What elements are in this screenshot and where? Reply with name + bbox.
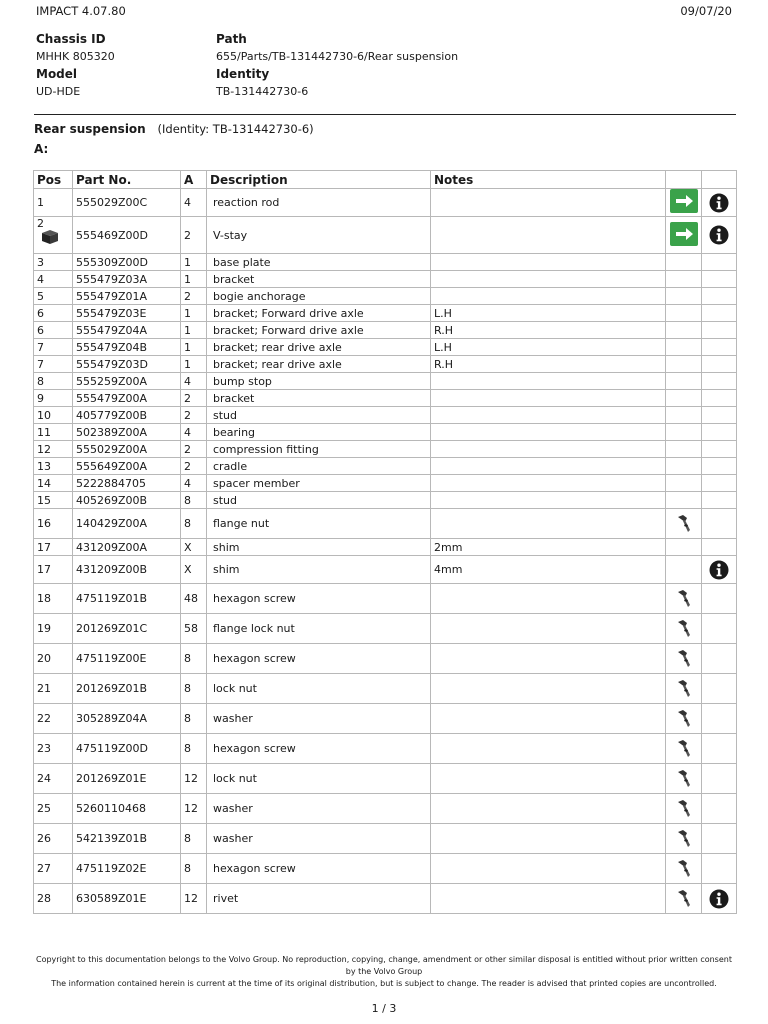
cell-part-no: 305289Z04A [73, 704, 181, 734]
cell-part-no: 201269Z01B [73, 674, 181, 704]
cell-action [666, 884, 702, 914]
cell-pos: 20 [34, 644, 73, 674]
cell-part-no: 555479Z04B [73, 339, 181, 356]
bolt-icon[interactable] [676, 769, 692, 789]
col-header-qty: A [181, 171, 207, 189]
table-row [34, 674, 737, 704]
cell-info [702, 189, 737, 217]
cell-action [666, 356, 702, 373]
cell-description: spacer member [207, 475, 431, 492]
cell-part-no: 555479Z03D [73, 356, 181, 373]
cell-description: bracket; rear drive axle [207, 356, 431, 373]
cell-notes [431, 390, 666, 407]
cell-action [666, 339, 702, 356]
cell-info [702, 704, 737, 734]
cell-part-no: 555029Z00C [73, 189, 181, 217]
cell-description: bracket; rear drive axle [207, 339, 431, 356]
cell-description: washer [207, 824, 431, 854]
cell-notes [431, 644, 666, 674]
cell-action [666, 492, 702, 509]
cell-info [702, 556, 737, 584]
cell-info [702, 539, 737, 556]
cell-notes [431, 492, 666, 509]
cell-description: bearing [207, 424, 431, 441]
header-divider [34, 114, 736, 115]
cell-info [702, 254, 737, 271]
cell-info [702, 373, 737, 390]
cell-qty: 1 [181, 271, 207, 288]
bolt-icon[interactable] [676, 619, 692, 639]
table-body [34, 189, 737, 914]
disclaimer-text: The information contained herein is current at the time of its original distribution, but is subject to change. The reader is advised that printed copies are uncontrolled. [51, 979, 717, 988]
section-title: Rear suspension [34, 122, 146, 136]
cell-action [666, 407, 702, 424]
cell-action [666, 854, 702, 884]
cell-pos: 3 [34, 254, 73, 271]
cell-qty: X [181, 539, 207, 556]
cell-part-no: 431209Z00A [73, 539, 181, 556]
cell-pos-text: 2 [37, 217, 44, 230]
cell-action [666, 254, 702, 271]
cell-notes [431, 509, 666, 539]
cell-info [702, 356, 737, 373]
bolt-icon[interactable] [676, 739, 692, 759]
cell-notes [431, 189, 666, 217]
package-icon [37, 230, 72, 244]
cell-qty: 2 [181, 407, 207, 424]
cell-description: shim [207, 556, 431, 584]
cell-part-no: 140429Z00A [73, 509, 181, 539]
cell-notes [431, 458, 666, 475]
cell-qty: 2 [181, 288, 207, 305]
bolt-icon[interactable] [676, 829, 692, 849]
cell-info [702, 475, 737, 492]
table-row [34, 734, 737, 764]
cell-description: cradle [207, 458, 431, 475]
copyright-footer [30, 954, 738, 990]
cell-action [666, 584, 702, 614]
cell-notes [431, 217, 666, 254]
cell-description: bogie anchorage [207, 288, 431, 305]
cell-info [702, 271, 737, 288]
table-row [34, 824, 737, 854]
cell-qty: 2 [181, 441, 207, 458]
cell-action [666, 441, 702, 458]
cell-qty: 8 [181, 734, 207, 764]
print-date: 09/07/20 [680, 4, 732, 18]
bolt-icon[interactable] [676, 589, 692, 609]
cell-info [702, 584, 737, 614]
goto-arrow-icon[interactable] [670, 236, 698, 249]
cell-part-no: 475119Z00E [73, 644, 181, 674]
cell-pos: 1 [34, 189, 73, 217]
table-row [34, 390, 737, 407]
cell-notes: R.H [431, 356, 666, 373]
table-row [34, 217, 737, 254]
identity-label: Identity [216, 67, 270, 81]
cell-description: bracket; Forward drive axle [207, 322, 431, 339]
page-number: 1 / 3 [371, 1002, 397, 1015]
cell-notes [431, 734, 666, 764]
cell-notes [431, 584, 666, 614]
cell-part-no: 555649Z00A [73, 458, 181, 475]
cell-qty: 8 [181, 704, 207, 734]
col-header-part: Part No. [73, 171, 181, 189]
cell-qty: 2 [181, 458, 207, 475]
cell-notes [431, 674, 666, 704]
cell-notes: 2mm [431, 539, 666, 556]
cell-pos: 21 [34, 674, 73, 704]
cell-pos: 27 [34, 854, 73, 884]
cell-action [666, 271, 702, 288]
cell-action [666, 458, 702, 475]
cell-qty: 58 [181, 614, 207, 644]
cell-part-no: 201269Z01C [73, 614, 181, 644]
table-row [34, 254, 737, 271]
cell-description: flange lock nut [207, 614, 431, 644]
cell-action [666, 189, 702, 217]
model-label: Model [36, 67, 78, 81]
cell-description: base plate [207, 254, 431, 271]
table-row [34, 539, 737, 556]
cell-qty: 8 [181, 674, 207, 704]
cell-info [702, 884, 737, 914]
cell-description: stud [207, 492, 431, 509]
cell-action [666, 764, 702, 794]
cell-pos: 6 [34, 305, 73, 322]
cell-qty: 48 [181, 584, 207, 614]
cell-qty: 4 [181, 189, 207, 217]
cell-part-no: 5260110468 [73, 794, 181, 824]
cell-part-no: 502389Z00A [73, 424, 181, 441]
cell-action [666, 539, 702, 556]
cell-part-no: 555309Z00D [73, 254, 181, 271]
cell-qty: 1 [181, 305, 207, 322]
cell-qty: 8 [181, 854, 207, 884]
section-identity: (Identity: TB-131442730-6) [157, 122, 314, 136]
cell-notes [431, 884, 666, 914]
cell-action [666, 556, 702, 584]
cell-qty: 4 [181, 373, 207, 390]
cell-qty: 8 [181, 824, 207, 854]
cell-notes [431, 704, 666, 734]
section-subheading: A: [34, 142, 49, 156]
cell-pos: 7 [34, 356, 73, 373]
cell-qty: 2 [181, 217, 207, 254]
cell-info [702, 441, 737, 458]
cell-pos: 16 [34, 509, 73, 539]
cell-part-no: 475119Z01B [73, 584, 181, 614]
cell-description: lock nut [207, 764, 431, 794]
cell-pos: 28 [34, 884, 73, 914]
cell-description: shim [207, 539, 431, 556]
cell-notes [431, 475, 666, 492]
info-icon[interactable] [709, 560, 729, 580]
cell-action [666, 475, 702, 492]
model-value: UD-HDE [36, 85, 81, 98]
table-header-row [34, 171, 737, 189]
cell-action [666, 509, 702, 539]
bolt-icon[interactable] [676, 799, 692, 819]
cell-notes: L.H [431, 339, 666, 356]
cell-info [702, 288, 737, 305]
cell-pos: 19 [34, 614, 73, 644]
cell-action [666, 390, 702, 407]
cell-description: washer [207, 704, 431, 734]
parts-table [33, 170, 737, 914]
cell-part-no: 555259Z00A [73, 373, 181, 390]
cell-part-no: 5222884705 [73, 475, 181, 492]
cell-pos [34, 217, 73, 254]
cell-part-no: 431209Z00B [73, 556, 181, 584]
cell-notes [431, 614, 666, 644]
cell-pos: 13 [34, 458, 73, 475]
cell-action [666, 322, 702, 339]
bolt-icon[interactable] [676, 679, 692, 699]
cell-pos: 9 [34, 390, 73, 407]
cell-pos: 18 [34, 584, 73, 614]
table-row [34, 373, 737, 390]
cell-qty: 8 [181, 509, 207, 539]
col-header-action [666, 171, 702, 189]
cell-info [702, 734, 737, 764]
cell-qty: 4 [181, 475, 207, 492]
section-heading [34, 122, 314, 136]
table-row [34, 614, 737, 644]
cell-pos: 7 [34, 339, 73, 356]
cell-qty: 12 [181, 764, 207, 794]
table-row [34, 704, 737, 734]
cell-notes: 4mm [431, 556, 666, 584]
col-header-pos: Pos [34, 171, 73, 189]
table-row [34, 884, 737, 914]
goto-arrow-icon[interactable] [670, 203, 698, 216]
cell-qty: 1 [181, 356, 207, 373]
col-header-notes: Notes [431, 171, 666, 189]
cell-part-no: 475119Z02E [73, 854, 181, 884]
cell-pos: 15 [34, 492, 73, 509]
cell-pos: 4 [34, 271, 73, 288]
cell-description: bracket [207, 390, 431, 407]
cell-action [666, 704, 702, 734]
path-value: 655/Parts/TB-131442730-6/Rear suspension [216, 50, 459, 63]
cell-notes [431, 441, 666, 458]
bolt-icon[interactable] [676, 889, 692, 909]
cell-qty: 12 [181, 884, 207, 914]
table-row [34, 288, 737, 305]
cell-pos: 14 [34, 475, 73, 492]
cell-notes: R.H [431, 322, 666, 339]
cell-description: hexagon screw [207, 584, 431, 614]
cell-qty: 1 [181, 322, 207, 339]
table-row [34, 271, 737, 288]
cell-info [702, 824, 737, 854]
table-row [34, 492, 737, 509]
cell-notes [431, 794, 666, 824]
cell-part-no: 475119Z00D [73, 734, 181, 764]
cell-description: reaction rod [207, 189, 431, 217]
cell-notes [431, 854, 666, 884]
cell-pos: 11 [34, 424, 73, 441]
cell-pos: 22 [34, 704, 73, 734]
cell-part-no: 405269Z00B [73, 492, 181, 509]
cell-action [666, 614, 702, 644]
cell-description: bracket; Forward drive axle [207, 305, 431, 322]
chassis-label: Chassis ID [36, 32, 106, 46]
cell-pos: 12 [34, 441, 73, 458]
cell-description: lock nut [207, 674, 431, 704]
cell-description: rivet [207, 884, 431, 914]
cell-notes: L.H [431, 305, 666, 322]
table-row [34, 189, 737, 217]
cell-action [666, 288, 702, 305]
cell-qty: 1 [181, 339, 207, 356]
path-label: Path [216, 32, 247, 46]
cell-pos: 23 [34, 734, 73, 764]
cell-info [702, 509, 737, 539]
cell-pos: 8 [34, 373, 73, 390]
col-header-info [702, 171, 737, 189]
cell-part-no: 555479Z01A [73, 288, 181, 305]
cell-action [666, 373, 702, 390]
cell-info [702, 322, 737, 339]
cell-part-no: 555479Z03A [73, 271, 181, 288]
cell-info [702, 339, 737, 356]
cell-action [666, 824, 702, 854]
cell-notes [431, 424, 666, 441]
cell-notes [431, 254, 666, 271]
cell-part-no: 630589Z01E [73, 884, 181, 914]
bolt-icon[interactable] [676, 859, 692, 879]
cell-pos: 17 [34, 539, 73, 556]
bolt-icon[interactable] [676, 709, 692, 729]
cell-description: washer [207, 794, 431, 824]
cell-notes [431, 407, 666, 424]
table-row [34, 644, 737, 674]
cell-notes [431, 764, 666, 794]
cell-pos: 26 [34, 824, 73, 854]
cell-part-no: 555469Z00D [73, 217, 181, 254]
cell-description: bracket [207, 271, 431, 288]
cell-description: compression fitting [207, 441, 431, 458]
table-row [34, 509, 737, 539]
cell-qty: 12 [181, 794, 207, 824]
chassis-value: MHHK 805320 [36, 50, 115, 63]
cell-action [666, 734, 702, 764]
table-row [34, 356, 737, 373]
table-row [34, 475, 737, 492]
cell-action [666, 217, 702, 254]
table-row [34, 441, 737, 458]
table-row [34, 339, 737, 356]
cell-pos: 5 [34, 288, 73, 305]
page-header [36, 4, 732, 18]
info-icon[interactable] [709, 225, 729, 245]
cell-action [666, 674, 702, 704]
cell-notes [431, 288, 666, 305]
cell-action [666, 305, 702, 322]
cell-pos: 6 [34, 322, 73, 339]
info-icon[interactable] [709, 889, 729, 909]
cell-qty: 1 [181, 254, 207, 271]
cell-info [702, 407, 737, 424]
cell-info [702, 764, 737, 794]
cell-info [702, 492, 737, 509]
cell-description: hexagon screw [207, 644, 431, 674]
cell-pos: 10 [34, 407, 73, 424]
cell-qty: 8 [181, 644, 207, 674]
cell-notes [431, 373, 666, 390]
col-header-desc: Description [207, 171, 431, 189]
copyright-text: Copyright to this documentation belongs to the Volvo Group. No reproduction, copying, change, amendment or other similar disposal is entitled without prior written consent by the Volvo Group [36, 955, 732, 976]
table-row [34, 764, 737, 794]
table-row [34, 424, 737, 441]
cell-part-no: 555029Z00A [73, 441, 181, 458]
cell-description: flange nut [207, 509, 431, 539]
cell-info [702, 674, 737, 704]
table-row [34, 556, 737, 584]
cell-info [702, 794, 737, 824]
table-row [34, 584, 737, 614]
cell-part-no: 555479Z04A [73, 322, 181, 339]
table-row [34, 458, 737, 475]
cell-action [666, 794, 702, 824]
cell-info [702, 854, 737, 884]
cell-description: stud [207, 407, 431, 424]
cell-part-no: 542139Z01B [73, 824, 181, 854]
cell-description: hexagon screw [207, 734, 431, 764]
cell-description: hexagon screw [207, 854, 431, 884]
table-row [34, 322, 737, 339]
cell-notes [431, 271, 666, 288]
cell-info [702, 644, 737, 674]
cell-info [702, 424, 737, 441]
table-row [34, 794, 737, 824]
cell-info [702, 458, 737, 475]
cell-pos: 24 [34, 764, 73, 794]
bolt-icon[interactable] [676, 514, 692, 534]
cell-part-no: 555479Z00A [73, 390, 181, 407]
app-version: IMPACT 4.07.80 [36, 4, 126, 18]
table-row [34, 305, 737, 322]
cell-pos: 17 [34, 556, 73, 584]
cell-info [702, 390, 737, 407]
cell-qty: 8 [181, 492, 207, 509]
cell-pos: 25 [34, 794, 73, 824]
cell-description: V-stay [207, 217, 431, 254]
cell-qty: X [181, 556, 207, 584]
cell-info [702, 614, 737, 644]
cell-info [702, 217, 737, 254]
cell-action [666, 424, 702, 441]
identity-value: TB-131442730-6 [216, 85, 309, 98]
cell-qty: 2 [181, 390, 207, 407]
table-row [34, 407, 737, 424]
cell-notes [431, 824, 666, 854]
cell-info [702, 305, 737, 322]
info-icon[interactable] [709, 193, 729, 213]
cell-qty: 4 [181, 424, 207, 441]
cell-part-no: 201269Z01E [73, 764, 181, 794]
cell-part-no: 555479Z03E [73, 305, 181, 322]
cell-description: bump stop [207, 373, 431, 390]
bolt-icon[interactable] [676, 649, 692, 669]
table-row [34, 854, 737, 884]
cell-action [666, 644, 702, 674]
cell-part-no: 405779Z00B [73, 407, 181, 424]
